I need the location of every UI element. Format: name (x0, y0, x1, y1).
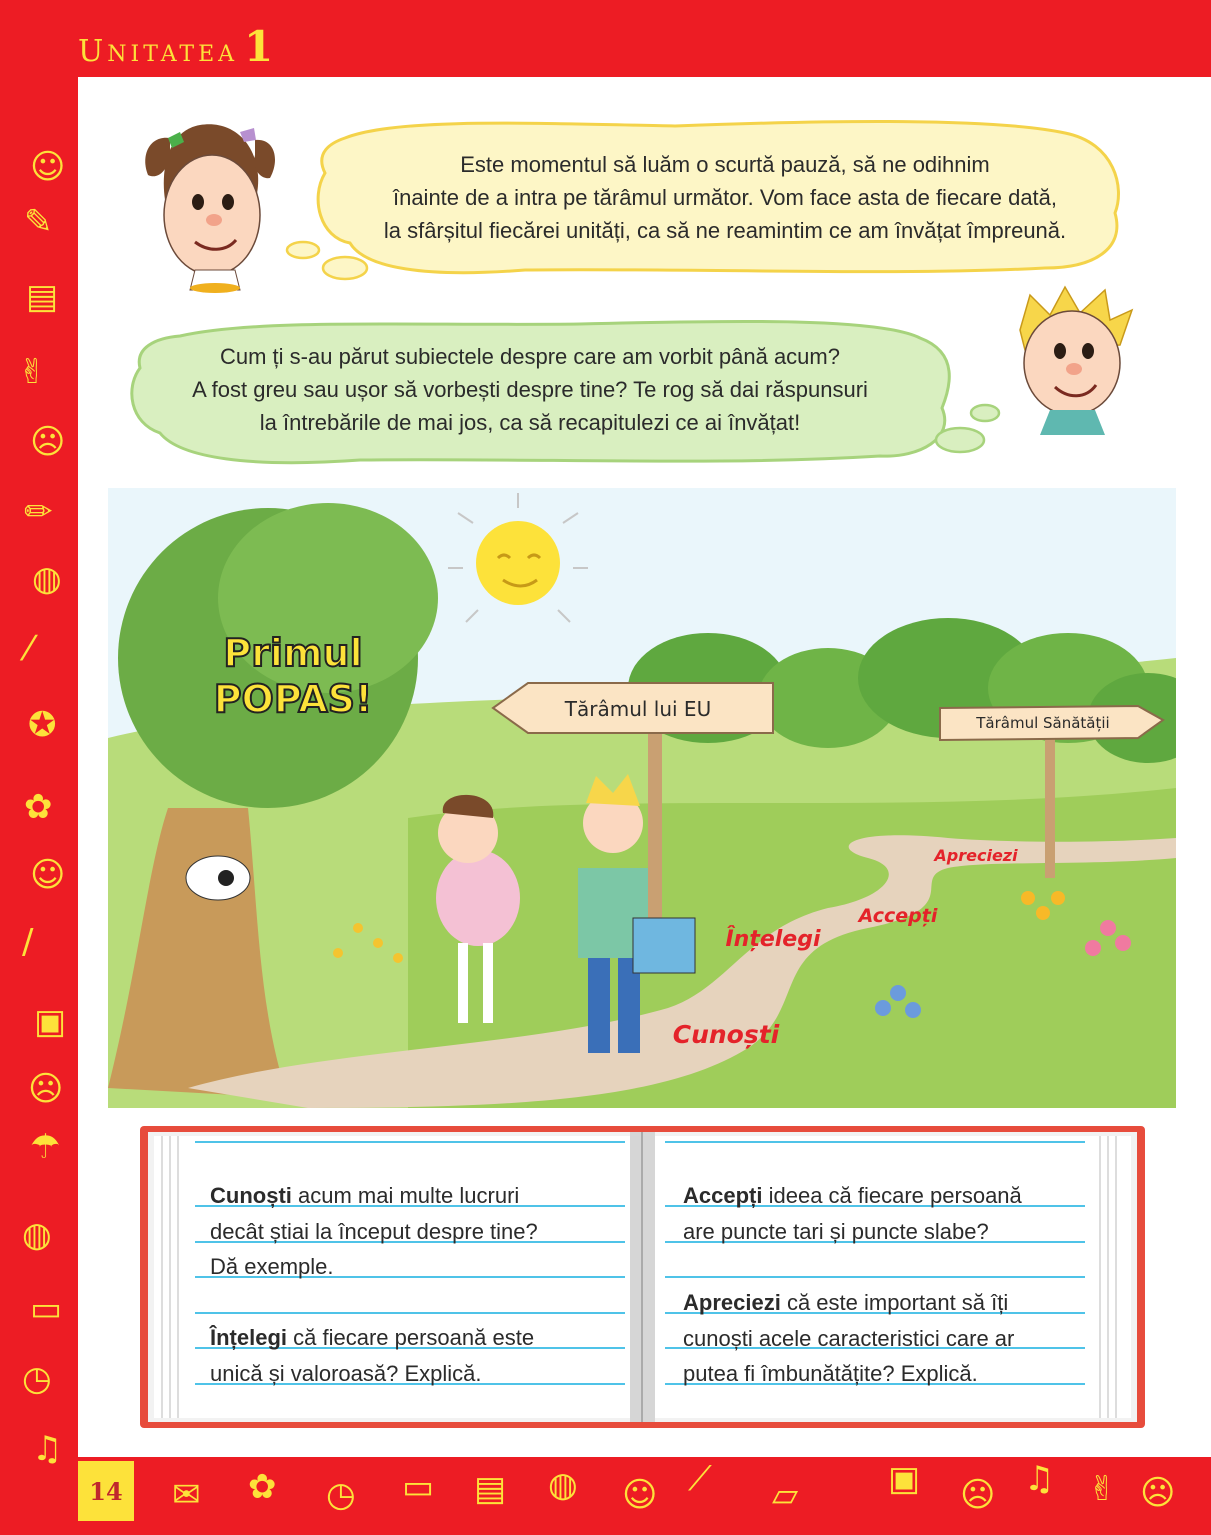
question-cunosti-keyword: Cunoști (210, 1183, 292, 1208)
girl-bubble-text (330, 148, 1120, 247)
music-note-icon: ♫ (1024, 1459, 1055, 1499)
apple-icon: ◍ (548, 1465, 578, 1505)
boy-portrait (1010, 285, 1135, 440)
envelope-icon: ✉ (172, 1475, 201, 1515)
smiley-icon: ☺ (30, 147, 66, 187)
path-word-cunosti: Cunoști (672, 1020, 780, 1049)
toothbrush-icon: ⟋ (688, 1459, 712, 1499)
paintbrush-icon: ✎ (24, 202, 53, 242)
popas-line-2: POPAS! (213, 677, 373, 721)
question-apreciezi-keyword: Apreciezi (683, 1290, 781, 1315)
palette-icon: ✿ (24, 787, 53, 827)
question-intelegi (210, 1320, 534, 1391)
question-accepti-keyword: Accepți (683, 1183, 763, 1208)
unit-heading-word: NITATEA (107, 42, 239, 67)
question-intelegi-keyword: Înțelegi (210, 1325, 288, 1350)
notebook-icon: ▤ (26, 277, 59, 317)
soap-icon: ▭ (30, 1289, 63, 1329)
question-cunosti-line-1-text: acum mai multe lucruri (291, 1183, 520, 1208)
soap-icon: ▭ (402, 1467, 435, 1507)
shower-icon: ☂ (30, 1127, 61, 1167)
question-cunosti-line-1 (210, 1178, 538, 1214)
path-word-intelegi: Înțelegi (725, 927, 821, 952)
boy-bubble-line-1: Cum ți s-au părut subiectele despre care am vorbit până acum? (220, 344, 840, 369)
palette-icon: ✿ (248, 1467, 277, 1507)
victory-hand-icon: ✌ (1088, 1469, 1117, 1509)
boy-bubble-text (135, 340, 925, 439)
notebook-icon: ▤ (474, 1469, 507, 1509)
question-cunosti-line-2: decât știai la început despre tine? (210, 1218, 538, 1244)
pencil-icon: ✏ (24, 492, 53, 532)
girl-bubble-line-1: Este momentul să luăm o scurtă pauză, să ne odihnim (460, 152, 990, 177)
calendar-icon: ▣ (888, 1459, 921, 1499)
question-apreciezi-line-2: cunoști acele caracteristici care ar (683, 1325, 1015, 1351)
sign-right-label: Tărâmul Sănătății (976, 714, 1110, 732)
medal-icon: ✪ (28, 705, 57, 745)
toothbrush-icon: / (22, 922, 34, 962)
unit-heading-initial: U (78, 34, 108, 69)
path-word-apreciezi: Apreciezi (934, 846, 1018, 865)
question-accepti-line-2: are puncte tari și puncte slabe? (683, 1218, 989, 1244)
music-note-icon: ♫ (32, 1429, 63, 1469)
unit-heading-number: 1 (244, 22, 278, 71)
path-word-accepti: Accepți (858, 905, 938, 927)
question-apreciezi (683, 1285, 1014, 1392)
question-intelegi-line-1-text: că fiecare persoană este (287, 1325, 535, 1350)
sad-face-icon: ☹ (960, 1475, 996, 1515)
smiley-icon: ☺ (30, 855, 66, 895)
apple-icon: ◍ (22, 1215, 52, 1255)
clock-icon: ◷ (326, 1475, 356, 1515)
victory-hand-icon: ✌ (18, 352, 47, 392)
book-icon: ▱ (772, 1475, 799, 1515)
sad-face-icon: ☹ (30, 422, 66, 462)
apple-icon: ◍ (32, 559, 62, 599)
question-intelegi-line-2: unică și valoroasă? Explică. (210, 1360, 482, 1386)
clock-icon: ◷ (22, 1359, 52, 1399)
flute-icon: ⁄ (26, 629, 32, 669)
unit-heading (78, 22, 277, 71)
popas-line-1: Primul (223, 631, 363, 675)
question-intelegi-line-1 (210, 1320, 534, 1356)
question-accepti (683, 1178, 1022, 1249)
sign-left-label: Tărâmul lui EU (564, 697, 712, 721)
question-apreciezi-line-1-text: că este important să îți (780, 1290, 1009, 1315)
question-accepti-line-1-text: ideea că fiecare persoană (762, 1183, 1022, 1208)
girl-bubble-line-3: la sfârșitul fiecărei unități, ca să ne reamintim ce am învățat împreună. (383, 218, 1067, 243)
sad-face-icon: ☹ (1140, 1473, 1176, 1513)
question-apreciezi-line-3: putea fi îmbunătățite? Explică. (683, 1361, 978, 1386)
smiley-icon: ☺ (622, 1475, 658, 1515)
girl-bubble-line-2: înainte de a intra pe tărâmul următor. Vom face asta de fiecare dată, (392, 185, 1058, 210)
landscape-illustration (108, 488, 1176, 1108)
question-accepti-line-1 (683, 1178, 1022, 1214)
girl-portrait (140, 120, 275, 295)
sad-face-icon: ☹ (28, 1069, 64, 1109)
calendar-icon: ▣ (34, 1002, 67, 1042)
boy-bubble-line-2: A fost greu sau ușor să vorbești despre tine? Te rog să dai răspunsuri (192, 377, 868, 402)
question-cunosti (210, 1178, 538, 1285)
question-cunosti-line-3: Dă exemple. (210, 1254, 334, 1279)
page-number: 14 (78, 1461, 134, 1521)
question-apreciezi-line-1 (683, 1285, 1014, 1321)
boy-bubble-line-3: la întrebările de mai jos, ca să recapitulezi ce ai învățat! (259, 410, 801, 435)
